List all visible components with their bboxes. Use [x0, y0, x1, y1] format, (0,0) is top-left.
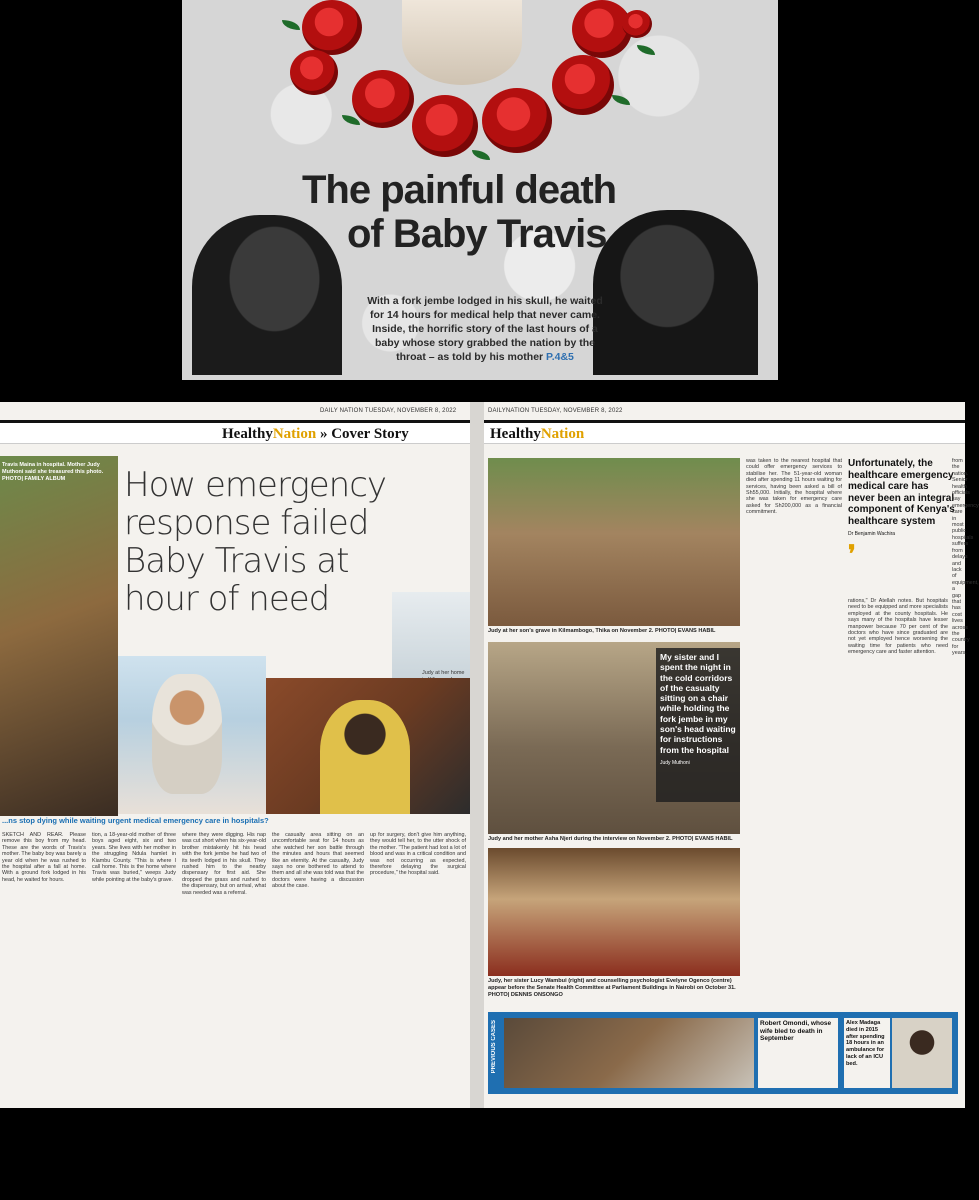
front-page-cover	[182, 0, 778, 380]
article-column: was taken to the nearest hospital that could offer emergency services to stabilise her. The 51-year-old woman died after spending 11 hours waiting for services, having been asked a bill of Sh55,000. Initially, the hospital where she was taken for emergency care asked for Sh200,000 as a financial commitment.	[746, 458, 842, 516]
article-column: from the nation. Senior health officials say emergency care in most public hospitals suffers from delays and lack of equipment, a gap that has cost lives across the country for years.	[952, 458, 979, 657]
baby-travis-photo	[118, 656, 266, 814]
baby-photo	[402, 0, 522, 85]
cover-headline-line2: of Baby Travis	[347, 212, 607, 256]
previous-cases-label: PREVIOUS CASES	[491, 1020, 497, 1074]
photo-caption: Judy and her mother Asha Njeri during the interview on November 2. PHOTO| EVANS HABIL	[488, 836, 733, 842]
cover-page-ref[interactable]: P.4&5	[546, 351, 574, 363]
previous-case-photo	[504, 1018, 754, 1088]
photo-caption: Travis Maina in hospital. Mother Judy Muthoni said she treasured this photo. PHOTO| FAMILY ALBUM	[2, 462, 104, 482]
cover-blurb	[360, 294, 610, 364]
cover-headline-line1: The painful death	[302, 168, 617, 212]
baby-figure	[152, 674, 222, 794]
rose-decoration	[622, 10, 652, 38]
page-gutter	[470, 402, 484, 1108]
left-page	[0, 402, 470, 1108]
rose-decoration	[290, 50, 338, 95]
senate-committee-photo	[488, 848, 740, 976]
mother-with-baby-photo	[0, 456, 118, 816]
left-section-bar	[0, 420, 470, 444]
previous-case-photo	[892, 1018, 952, 1088]
left-folio: DAILY NATION TUESDAY, NOVEMBER 8, 2022	[320, 408, 457, 414]
article-column: the casualty area sitting on an uncomfortable seat for 14 hours as she watched her son battle through the minutes and hours that seemed like an eternity. At the casualty, Judy says no one bothered to attend to them and all she was told was that the doctors were having a discussion about the case.	[272, 832, 364, 890]
right-section-bar	[484, 420, 965, 444]
section-brand	[490, 426, 584, 443]
rose-decoration	[352, 70, 414, 128]
quote-text: My sister and I spent the night in the cold corridors of the casualty sitting on a chair while holding the fork jembe in my son's head waiting for instructions from the hospital	[660, 652, 736, 755]
article-column: SKETCH AND REAR. Please remove this boy from my head. These are the words of Travis's mother. The baby boy was barely a year old when he was rushed to the hospital after a fall at home. With a ground fork lodged in his head, he waited for hours.	[2, 832, 86, 883]
section-brand	[222, 426, 409, 443]
photo-caption: Judy at her home	[422, 670, 465, 676]
brand-healthy: Healthy	[222, 426, 273, 442]
pull-quote	[848, 458, 956, 568]
brand-nation: Nation	[272, 426, 317, 442]
grave-site-photo	[488, 458, 740, 626]
crying-boy-photo	[266, 678, 470, 814]
article-deck: ...ns stop dying while waiting urgent medical emergency care in hospitals?	[2, 816, 269, 825]
pull-quote-attribution: Dr Benjamin Wachira	[848, 531, 896, 537]
quote-mark-icon: ❜	[848, 540, 856, 568]
judy-at-home-photo	[392, 592, 470, 682]
right-page	[484, 402, 979, 1108]
right-folio: DAILYNATION TUESDAY, NOVEMBER 8, 2022	[488, 408, 623, 414]
rose-decoration	[412, 95, 478, 157]
brand-healthy: Healthy	[490, 426, 541, 442]
rose-decoration	[552, 55, 614, 115]
quote-attribution: Judy Muthoni	[660, 759, 690, 766]
photo-caption: Judy, her sister Lucy Wambui (right) and counselling psychologist Evelyne Ogenco (centre) appear before the Senate Health Committee at Parliament Buildings in Nairobi on October 31. PHOTO| DENNIS ONSONGO	[488, 978, 736, 998]
grieving-woman-photo	[593, 210, 758, 375]
rose-decoration	[302, 0, 362, 55]
rose-decoration	[482, 88, 552, 153]
article-column: tion, a 18-year-old mother of three boys aged eight, six and two years. She lives with her mother in the struggling Ndula hamlet in Kiambu County. "This is where I call home. This is the home where Travis was buried," weeps Judy while pointing at the baby's grave.	[92, 832, 176, 883]
previous-cases-strip	[488, 1012, 958, 1094]
cover-blurb-text: With a fork jembe lodged in his skull, he waited for 14 hours for medical help that never came. Inside, the horrific story of the last hours of a baby whose story grabbed the nation by the throat – as told by his mother	[367, 295, 603, 363]
article-column: rations," Dr Atellah notes. But hospitals need to be equipped and more specialists employed at the county hospitals. He says many of the hospitals have lesser manpower because 70 per cent of the doctors who have since graduated are not yet employed hence worsening the waiting time for patients who need emergency care and faster attention.	[848, 598, 948, 656]
grieving-man-photo	[192, 215, 342, 375]
article-column: up for surgery, don't give him anything, they would tell her, to the utter shock of the mother. "The patient had lost a lot of blood and was in a critical condition and was not occurring as expected, therefore delaying the surgical procedure," the hospital said.	[370, 832, 466, 877]
previous-case-caption: Robert Omondi, whose wife bled to death in September	[758, 1018, 838, 1088]
article-column: where they were digging. His nap was cut short when his six-year-old brother mistakenly hit his head with the fork jembe he had two of its teeth lodged in his skull. They rushed him to the nearby dispensary for first aid. She dropped the grass and rushed to the dispensary, but on arrival, what was needed was a referral.	[182, 832, 266, 896]
article-headline: How emergency response failed Baby Travis at hour of need	[124, 465, 387, 619]
quote-box	[656, 648, 740, 802]
photo-caption: Judy at her son's grave in Kilmambogo, Thika on November 2. PHOTO| EVANS HABIL	[488, 628, 716, 634]
pull-quote-text: Unfortunately, the healthcare emergency medical care has never been an integral component of Kenya's healthcare system	[848, 458, 955, 527]
brand-nation: Nation	[540, 426, 585, 442]
previous-case-caption: Alex Madaga died in 2015 after spending 18 hours in an ambulance for lack of an ICU bed.	[844, 1018, 890, 1088]
section-label: » Cover Story	[319, 426, 409, 442]
boy-figure	[320, 700, 410, 814]
